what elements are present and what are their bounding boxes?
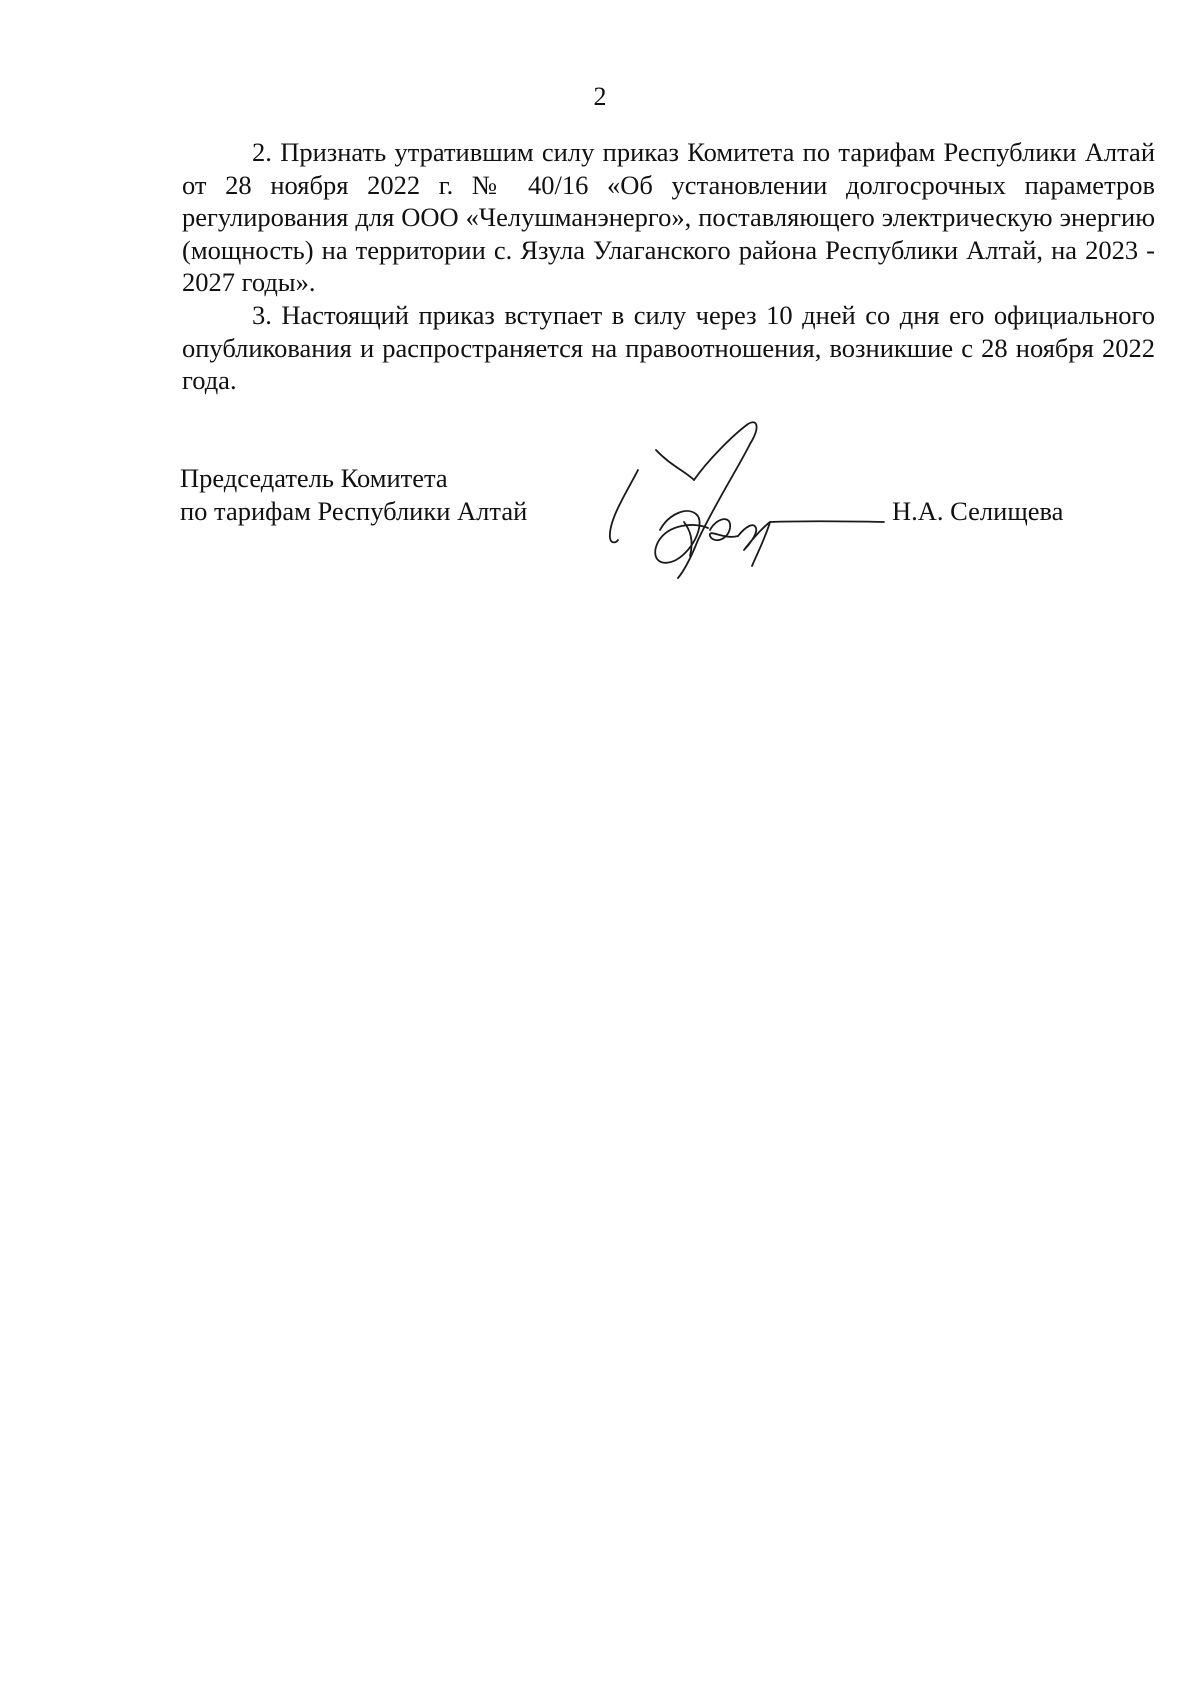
signer-name: Н.А. Селищева: [892, 496, 1064, 526]
document-body: [182, 136, 1155, 397]
signer-title-line-1: Председатель Комитета: [180, 463, 448, 493]
signer-title: [180, 462, 527, 528]
signer-title-line-2: по тарифам Республики Алтай: [180, 496, 528, 526]
paragraph-3: 3. Настоящий приказ вступает в силу через 10 дней со дня его официального опубликования и распространяется на правоотношения, возникшие с 28 ноября 2022 года.: [182, 299, 1155, 396]
handwritten-signature: [598, 410, 888, 580]
signature-block: [180, 462, 1155, 582]
paragraph-2: 2. Признать утратившим силу приказ Комитета по тарифам Республики Алтай от 28 ноября 2022 г. № 40/16 «Об установлении долгосрочных параметров регулирования для ООО «Челушманэнерго», поставляющего электрическую энергию (мощность) на территории с. Язула Улаганского района Республики Алтай, на 2023 - 2027 годы».: [182, 137, 1155, 298]
page-number: 2: [593, 82, 607, 111]
